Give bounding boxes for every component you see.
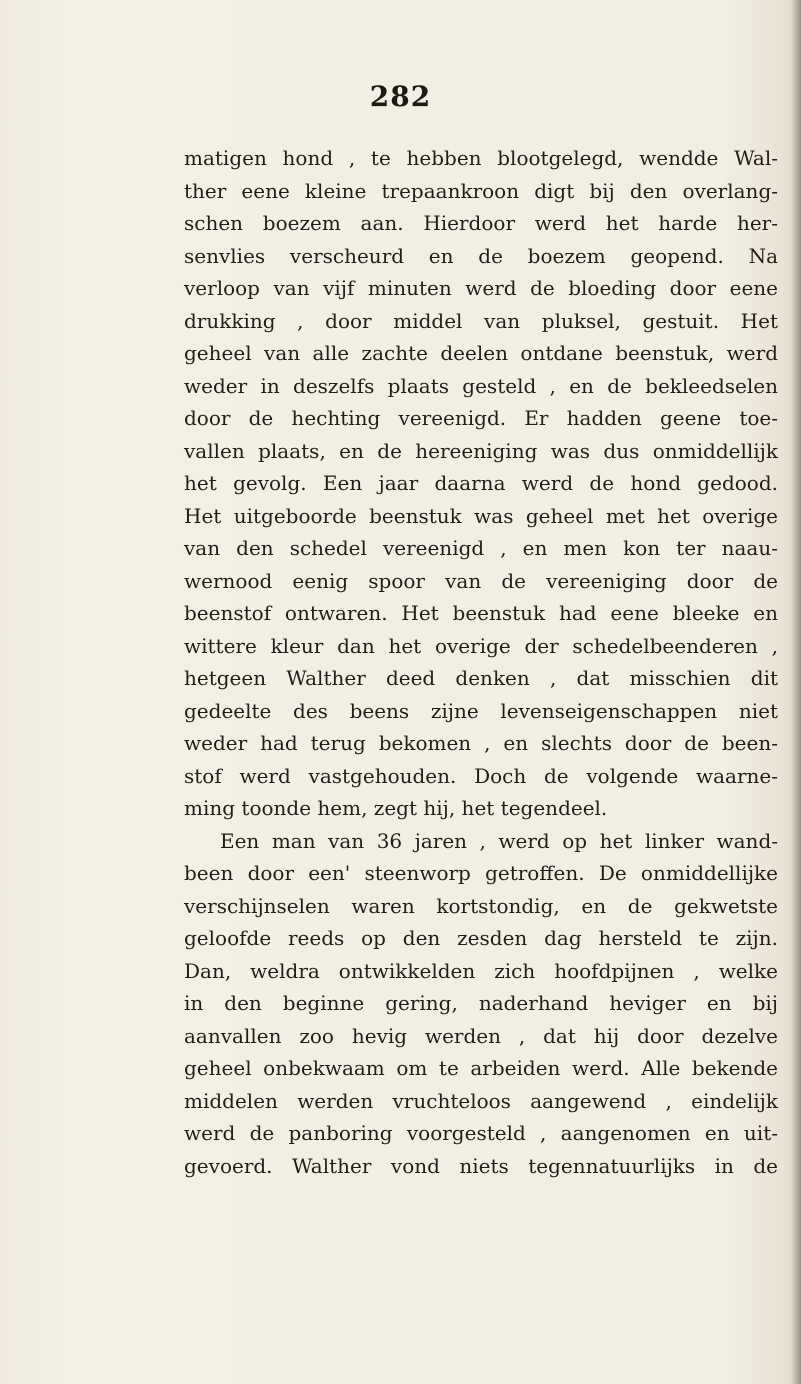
text-line: vallen plaats, en de hereeniging was dus onmiddellijk <box>184 438 778 463</box>
text-line: wernood eenig spoor van de vereeniging door de <box>184 568 778 593</box>
text-line: Het uitgeboorde beenstuk was geheel met het overige <box>184 503 778 528</box>
page-number: 282 <box>369 80 432 113</box>
text-line: het gevolg. Een jaar daarna werd de hond gedood. <box>184 471 778 495</box>
text-line: stof werd vastgehouden. Doch de volgende waarne- <box>184 763 778 788</box>
text-line: Dan, weldra ontwikkelden zich hoofdpijnen , welke <box>184 958 778 983</box>
text-line: verschijnselen waren kortstondig, en de gekwetste <box>184 893 778 918</box>
text-line: middelen werden vruchteloos aangewend , eindelijk <box>184 1088 778 1113</box>
text-line: weder had terug bekomen , en slechts door de been- <box>184 731 778 755</box>
text-line: geheel van alle zachte deelen ontdane beenstuk, werd <box>184 341 778 365</box>
text-line: verloop van vijf minuten werd de bloeding door eene <box>184 276 778 300</box>
text-line: gedeelte des beens zijne levenseigenschappen niet <box>184 698 778 723</box>
text-line: senvlies verscheurd en de boezem geopend. Na <box>184 243 778 268</box>
text-line: door de hechting vereenigd. Er hadden geene toe- <box>184 406 778 430</box>
text-line: werd de panboring voorgesteld , aangenomen en uit- <box>184 1121 778 1145</box>
text-line: geheel onbekwaam om te arbeiden werd. Alle bekende <box>184 1056 778 1080</box>
text-line: van den schedel vereenigd , en men kon ter naau- <box>184 536 778 560</box>
text-line: schen boezem aan. Hierdoor werd het harde her- <box>184 211 778 235</box>
text-line: aanvallen zoo hevig werden , dat hij door dezelve <box>184 1023 778 1048</box>
text-line: ming toonde hem, zegt hij, het tegendeel. <box>184 796 608 820</box>
text-line: been door een' steenworp getroffen. De onmiddellijke <box>184 861 778 885</box>
text-line: drukking , door middel van pluksel, gestuit. Het <box>184 308 778 333</box>
text-line: geloofde reeds op den zesden dag hersteld te zijn. <box>184 926 778 950</box>
text-line: matigen hond , te hebben blootgelegd, wendde Wal- <box>184 146 778 170</box>
text-line: Een man van 36 jaren , werd op het linker wand- <box>220 828 778 853</box>
text-line: ther eene kleine trepaankroon digt bij den overlang- <box>184 178 778 203</box>
text-line: hetgeen Walther deed denken , dat misschien dit <box>184 666 778 690</box>
text-line: beenstof ontwaren. Het beenstuk had eene bleeke en <box>184 601 778 625</box>
body-text <box>184 142 778 1182</box>
text-line: in den beginne gering, naderhand heviger en bij <box>184 991 778 1015</box>
text-line: weder in deszelfs plaats gesteld , en de bekleedselen <box>184 373 778 398</box>
text-line: gevoerd. Walther vond niets tegennatuurlijks in de <box>184 1153 778 1178</box>
page-edge-shadow <box>791 0 801 1384</box>
text-line: wittere kleur dan het overige der schedelbeenderen , <box>184 633 778 658</box>
